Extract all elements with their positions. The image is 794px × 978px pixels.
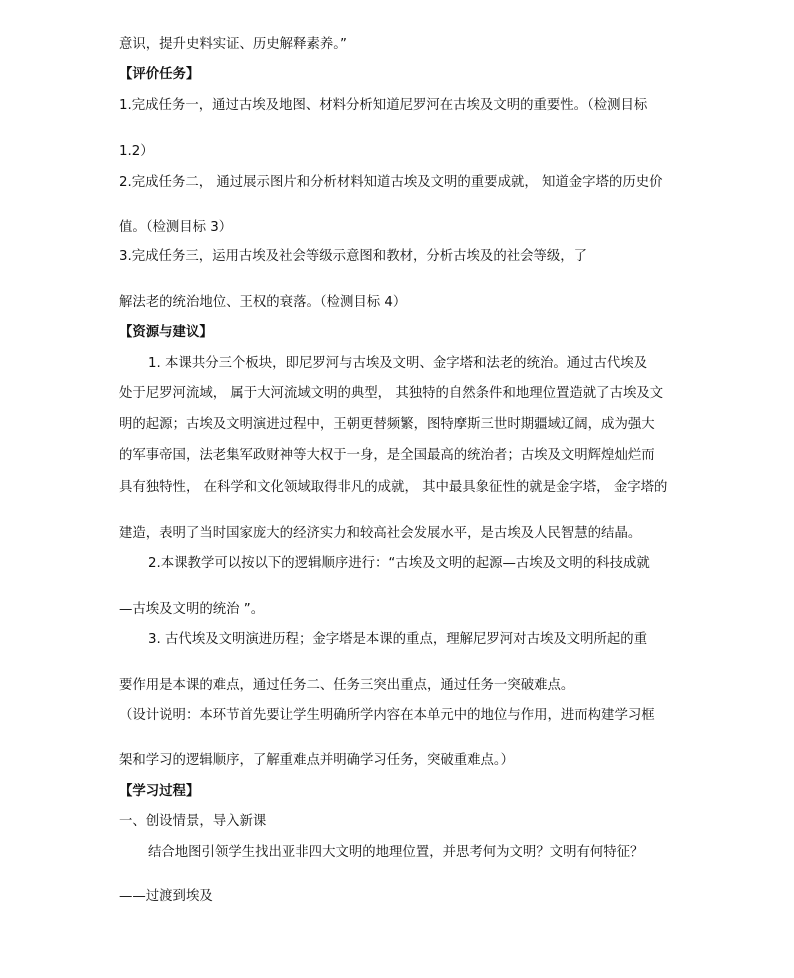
resource-item-1-line-5: 具有独特性， 在科学和文化领域取得非凡的成就， 其中最具象征性的就是金字塔， 金字塔的	[119, 480, 668, 495]
section-1-text: 结合地图引领学生找出亚非四大文明的地理位置，并思考何为文明？文明有何特征？	[148, 845, 644, 860]
resource-item-2-line-1: 2.本课教学可以按以下的逻辑顺序进行：“古埃及文明的起源—古埃及文明的科技成就	[148, 556, 650, 571]
intro-line: 意识，提升史料实证、历史解释素养。”	[119, 37, 347, 52]
evaluation-task-1-line-1: 1.完成任务一，通过古埃及地图、材料分析知道尼罗河在古埃及文明的重要性。（检测目标	[119, 98, 648, 113]
evaluation-task-1-line-2: 1.2）	[119, 144, 154, 159]
resource-item-2-line-2: —古埃及文明的统治 ”。	[119, 602, 265, 617]
resource-item-1-line-1: 1. 本课共分三个板块，即尼罗河与古埃及文明、金字塔和法老的统治。通过古代埃及	[148, 356, 648, 371]
resource-item-1-line-6: 建造，表明了当时国家庞大的经济实力和较高社会发展水平，是古埃及人民智慧的结晶。	[119, 526, 642, 541]
evaluation-task-3-line-2: 解法老的统治地位、王权的衰落。（检测目标 4）	[119, 295, 407, 310]
evaluation-task-2-line-2: 值。（检测目标 3）	[119, 220, 233, 235]
resource-item-1-line-4: 的军事帝国，法老集军政财神等大权于一身，是全国最高的统治者；古埃及文明辉煌灿烂而	[119, 448, 655, 463]
evaluation-heading: 【评价任务】	[119, 67, 200, 82]
resource-heading: 【资源与建议】	[119, 325, 213, 340]
transition-line: ——过渡到埃及	[119, 889, 213, 904]
evaluation-task-2-line-1: 2.完成任务二， 通过展示图片和分析材料知道古埃及文明的重要成就， 知道金字塔的历史价	[119, 175, 663, 190]
section-1-title: 一、创设情景，导入新课	[119, 814, 267, 829]
design-note-line-1: （设计说明：本环节首先要让学生明确所学内容在本单元中的地位与作用，进而构建学习框	[119, 708, 655, 723]
evaluation-task-3-line-1: 3.完成任务三，运用古埃及社会等级示意图和教材，分析古埃及的社会等级，了	[119, 249, 588, 264]
resource-item-3-line-2: 要作用是本课的难点，通过任务二、任务三突出重点，通过任务一突破难点。	[119, 678, 575, 693]
resource-item-1-line-3: 明的起源；古埃及文明演进过程中，王朝更替频繁，图特摩斯三世时期疆域辽阔，成为强大	[119, 417, 655, 432]
process-heading: 【学习过程】	[119, 784, 200, 799]
resource-item-1-line-2: 处于尼罗河流域， 属于大河流域文明的典型， 其独特的自然条件和地理位置造就了古埃及文	[119, 386, 664, 401]
resource-item-3-line-1: 3. 古代埃及文明演进历程；金字塔是本课的重点，理解尼罗河对古埃及文明所起的重	[148, 632, 648, 647]
design-note-line-2: 架和学习的逻辑顺序，了解重难点并明确学习任务，突破重难点。）	[119, 753, 515, 768]
